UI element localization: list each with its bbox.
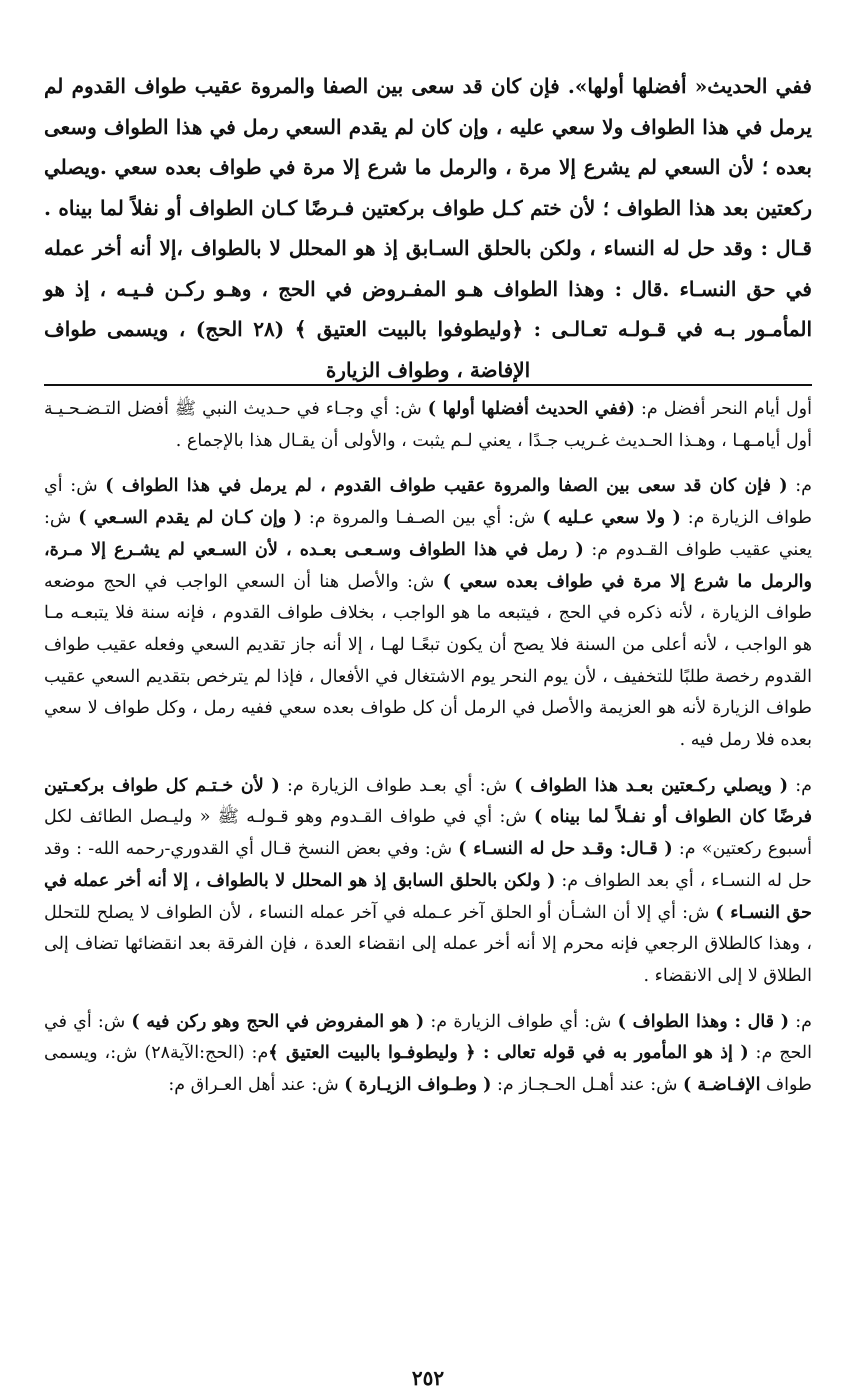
commentary-text: ش: أي طواف الزيارة م: [44, 476, 812, 529]
quoted-matn: ( فإن كان قد سعى بين الصفا والمروة عقيب طواف القدوم ، لم يرمل في هذا الطواف ) [105, 476, 788, 497]
quoted-matn: ( وطـواف الزيـارة ) [344, 1075, 492, 1096]
commentary-text: ش: أي طواف الزيارة م: [424, 1011, 618, 1032]
commentary-text: م: (الحج:الآية٢٨) ش:، ويسمى طواف [44, 1043, 812, 1096]
book-page [44, 66, 813, 1390]
commentary-text: ش: أي وجـاء في حـديث النبي ﷺ أفضل التـضـحـيـة أول أيامـهـا ، وهـذا الحـديث غـريب جـدًا ، يعني لـم يثبت ، والأولى أن يقـال هذا بالإجماع . [44, 399, 812, 451]
quoted-matn: ( رمل في هذا الطواف وسـعـى بعـده ، لأن السـعي لم يشـرع إلا مـرة، والرمل ما شرع إلا مرة في طواف بعده سعي ) [44, 539, 812, 592]
quoted-matn: (ففي الحديث أفضلها أولها ) [427, 399, 635, 419]
quoted-matn: ( ولا سعي عـليه ) [542, 508, 681, 529]
section-divider [44, 384, 812, 386]
quoted-matn: الإفـاضـة ) [683, 1075, 761, 1096]
commentary-text: ش: أي إلا أن الشـأن أو الحلق آخر عـمله في آخر عمله النساء ، لأن الطواف لا يصلح للتحلل ، وهذا كالطلاق الرجعي فإنه محرم إلا أنه أخر عمله إلى انقضاء العدة ، فإن الفرقة بعد انقضائها تضاف إلى الطلاق لا إلى الانقضاء . [44, 902, 812, 986]
quoted-matn: ( قال : وهذا الطواف ) [617, 1011, 790, 1032]
commentary-paragraph-4 [44, 1007, 812, 1102]
quoted-matn: ( وإن كـان لم يقدم السـعي ) [78, 508, 302, 529]
commentary-text: م: [787, 476, 813, 497]
main-text: ففي الحديث« أفضلها أولها». فإن كان قد سعى بين الصفا والمروة عقيب طواف القدوم لم يرمل في هذا الطواف ولا سعي عليه ، وإن كان لم يقدم السعي رمل في هذا الطواف وسعى بعده ؛ لأن السعي لم يشرع إلا مرة ، والرمل ما شرع إلا مرة في طواف بعده سعي .ويصلي ركعتين بعد هذا الطواف ؛ لأن ختم كـل طواف بركعتين فـرضًا كـان الطواف أو نفلاً لما بيناه . قـال : وقد حل له النساء ، ولكن بالحلق السـابق إذ هو المحلل لا بالطواف ،إلا أنه أخر عمله في حق النسـاء .قال : وهذا الطواف هـو المفـروض في الحج ، وهـو ركـن فـيـه ، إذ هو المأمـور بـه في قـولـه تعـالـى : ﴿وليطوفوا بالبيت العتيق ﴾ (٢٨ الحج) ، ويسمى طواف الإفاضة ، وطواف الزيارة [44, 74, 813, 382]
commentary-paragraph-2 [44, 471, 812, 756]
quoted-matn: ( قـال: وقـد حل له النسـاء ) [458, 839, 673, 860]
commentary [44, 394, 812, 1116]
quoted-matn: ( هو المفروض في الحج وهو ركن فيه ) [131, 1011, 425, 1032]
commentary-text: ش: أي في طواف القـدوم وهو قـولـه ﷺ « وليـصل الطائف لكل أسبوع ركعتين» م: [44, 807, 812, 860]
quoted-matn: ( ولكن بالحلق السابق إذ هو المحلل لا بالطواف ، إلا أنه أخر عمله في حق النسـاء ) [44, 870, 812, 923]
quoted-matn: ( ويصلي ركـعتين بعـد هذا الطواف ) [514, 775, 789, 796]
commentary-paragraph-3 [44, 771, 812, 993]
commentary-text: ش: يعني عقيب طواف القـدوم م: [44, 508, 813, 560]
quoted-matn: ( إذ هو المأمور به في قوله تعالى : ﴿ وليطوفـوا بالبيت العتيق ﴾ [268, 1043, 749, 1064]
commentary-text: ش: والأصل هنا أن السعي الواجب في الحج موضعه طواف الزيارة ، لأنه ذكره في الحج ، فيتبعه ما هو الواجب ، بخلاف طواف القدوم ، فإنه سنة فلا يتبعـه مـا هو الواجب ، لأنه أعلى من السنة فلا يصح أن يكون تبعًـا لهـا ، إلا أنه جاز تقديم السعي وفعله عقيب طواف القدوم رخصة طلبًا للتخفيف ، لأن يوم النحر يوم الاشتغال في الأفعال ، فإذا لم يترخص بتقديم السعي عقيب طواف الزيارة لأنه هو العزيمة والأصل في الرمل أن كل طواف بعده سعي ففيه رمل ، وكل طواف لا سعي بعده فلا رمل فيه . [44, 571, 812, 751]
page-number: ٢٥٢ [411, 1366, 445, 1390]
commentary-text: ش: عند أهـل الحـجـاز م: [491, 1075, 684, 1096]
commentary-text: ش: وفي بعض النسخ قـال أي القدوري-رحمه الله- : وقد حل له النسـاء ، أي بعد الطواف م: [44, 839, 812, 891]
commentary-text: ش: أي بين الصـفـا والمروة م: [301, 508, 543, 529]
commentary-paragraph-1 [44, 394, 812, 457]
quoted-matn: ( لأن خـتـم كل طواف بركعـتين فرضًا كان الطواف أو نفـلاً لما بيناه ) [44, 775, 812, 828]
commentary-text: ش: عند أهل العـراق م: [168, 1075, 345, 1096]
commentary-text: ش: أي في الحج م: [44, 1011, 812, 1064]
commentary-text: أول أيام النحر أفضل م: [634, 399, 812, 419]
commentary-text: م: [788, 775, 812, 796]
commentary-text: م: [789, 1011, 813, 1032]
commentary-text: ش: أي بعـد طواف الزيارة م: [279, 775, 515, 796]
